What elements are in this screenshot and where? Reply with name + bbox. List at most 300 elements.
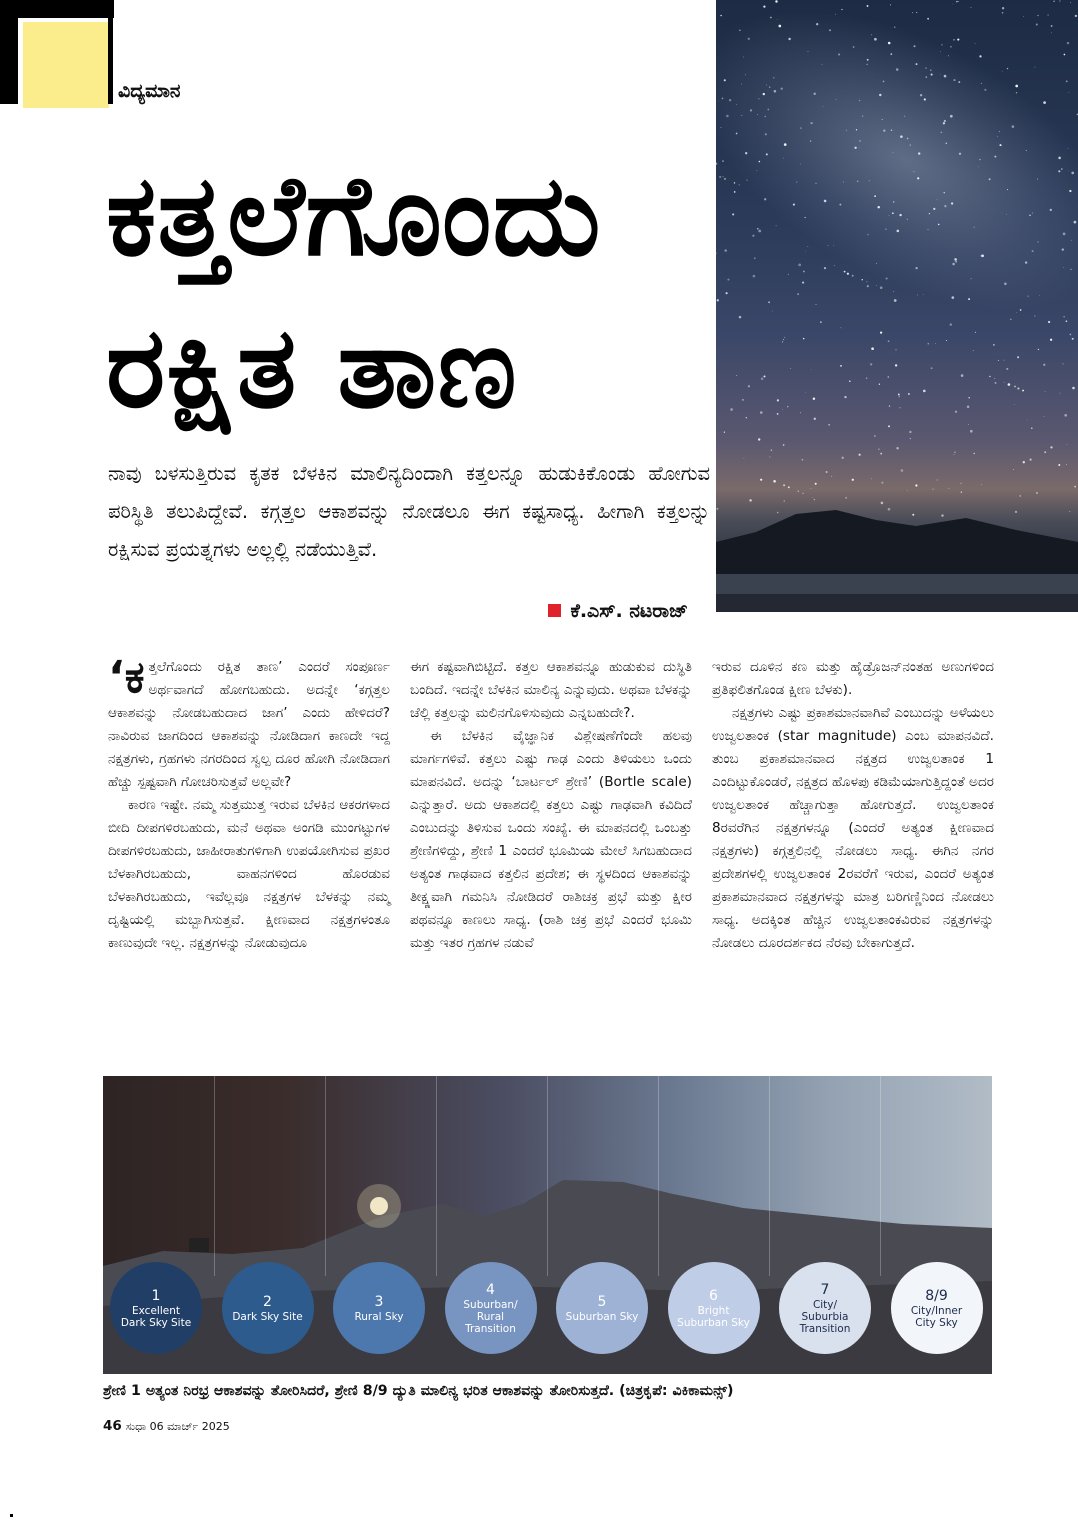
star [956,1,958,3]
star [820,321,822,323]
star [1002,12,1004,14]
star [999,144,1001,146]
corner-vertical-bar [108,18,113,104]
star [1067,444,1068,445]
star [783,484,785,486]
star [1069,190,1071,192]
star [829,29,831,31]
star [1037,241,1038,242]
bortle-class-number: 5 [597,1294,607,1310]
corner-top-bar [0,0,114,18]
star [1002,71,1003,72]
star [1012,125,1015,128]
star [1007,68,1008,69]
star [899,214,901,216]
star [893,152,894,153]
star [734,182,735,183]
star [896,68,899,71]
star [958,1,959,2]
star [859,140,861,142]
star [747,180,748,181]
star [904,116,905,117]
star [1037,179,1038,180]
star [883,81,885,83]
star [828,424,830,426]
corner-yellow-square [23,22,109,108]
star [1068,171,1069,172]
star [859,100,861,102]
star [739,184,740,185]
star [940,51,941,52]
star [802,459,804,461]
star [867,59,869,61]
star [957,39,959,41]
star [734,191,736,193]
star [944,75,947,78]
star [741,115,742,116]
bortle-circle-2 [222,1262,314,1354]
star [1006,214,1007,215]
body-column-3 [712,656,994,955]
star [835,14,836,15]
star [748,385,750,387]
star [800,164,801,165]
star [808,51,809,52]
star [724,432,725,433]
star [1034,67,1035,68]
star [836,99,837,100]
star [871,478,872,479]
star [788,38,790,40]
star [782,341,783,342]
star [766,85,767,86]
star [1036,492,1037,493]
star [736,375,737,376]
star [729,99,731,101]
star [1048,321,1050,323]
bortle-class-number: 6 [709,1288,718,1304]
star [1064,414,1067,417]
star [803,338,804,339]
star [867,285,869,287]
star [955,411,957,413]
star [777,19,778,20]
star [1068,92,1069,93]
star [854,147,856,149]
star [784,143,787,146]
star [758,230,761,233]
author-name: ಕೆ.ಎಸ್‌. ನಟರಾಜ್ [570,600,688,622]
star [938,224,940,226]
star [756,170,757,171]
headline-line-1: ಕತ್ತಲೆಗೊಂದು [106,151,602,281]
headline-line-2: ರಕ್ಷಿತ ತಾಣ [106,303,518,433]
star [814,418,816,420]
star [999,131,1000,132]
star [954,258,957,261]
star [724,79,726,81]
star [1017,356,1019,358]
star [894,26,895,27]
star [946,340,947,341]
bortle-circle-1 [110,1262,202,1354]
star [739,30,740,31]
star [1071,172,1074,175]
star [833,245,834,246]
star [981,254,984,257]
star [716,163,717,165]
drop-cap: ‘ಕ [108,652,145,703]
star [1067,42,1069,44]
star [879,94,881,96]
star [852,275,854,277]
star [843,182,844,183]
star [970,430,973,433]
star [878,448,880,450]
star [994,378,995,379]
star [783,339,784,340]
star [804,217,805,218]
bortle-class-number: 2 [263,1294,272,1310]
star [759,161,761,163]
star [925,76,927,78]
star [726,115,729,118]
star [923,390,926,393]
star [1016,92,1017,93]
star [773,77,774,78]
star [989,376,990,377]
star [1015,85,1018,88]
star [953,4,954,5]
star [959,153,961,155]
star [925,67,926,68]
star [800,412,801,413]
star [783,444,785,446]
bortle-circle-6 [668,1262,760,1354]
star [892,212,894,214]
star [880,453,882,455]
star [717,299,719,301]
star [826,471,828,473]
star [1044,451,1046,453]
star [743,57,744,58]
star [814,499,816,501]
star [1017,387,1019,389]
star [1058,464,1060,466]
star [788,486,790,488]
star [807,246,808,247]
star [777,399,779,401]
star [763,5,765,7]
star [862,115,863,116]
star [753,275,756,278]
star [961,483,962,484]
star [769,456,770,457]
star [933,208,935,210]
star [894,299,897,302]
star [750,109,752,111]
panel-divider [436,1076,437,1276]
star [1039,295,1040,296]
star [952,263,955,266]
star [924,98,926,100]
star [730,408,733,411]
star [813,93,815,95]
star [941,44,942,45]
star [912,12,913,13]
star [1031,427,1032,428]
star [1050,209,1052,211]
star [800,127,801,128]
star [1059,0,1060,1]
star [953,454,954,455]
star [842,457,844,459]
star [856,129,857,130]
star [764,375,766,377]
star [1075,15,1077,17]
star [916,63,918,65]
star [752,235,754,237]
star [777,413,779,415]
bortle-class-number: 7 [820,1282,830,1298]
star [736,133,738,135]
star [1062,363,1063,364]
paragraph: ಈ ಬೆಳಕಿನ ವೈಜ್ಞಾನಿಕ ವಿಶ್ಲೇಷಣೆಗೆಂದೇ ಹಲವು ಮಾರ್ಗಗಳಿವೆ. ಕತ್ತಲು ಎಷ್ಟು ಗಾಢ ಎಂದು ತಿಳಿಯಲು ಒಂದು ಮಾಪನವಿದೆ. ಅದನ್ನು ‘ಬಾರ್ಟಲ್ ಶ್ರೇಣಿ’ (Bortle scale) ಎನ್ನುತ್ತಾರೆ. ಅದು ಆಕಾಶದಲ್ಲಿ ಕತ್ತಲು ಎಷ್ಟು ಗಾಢವಾಗಿ ಕವಿದಿದೆ ಎಂಬುದನ್ನು ತಿಳಿಸುವ ಒಂದು ಸಂಖ್ಯೆ. ಈ ಮಾಪನದಲ್ಲಿ ಒಂಬತ್ತು ಶ್ರೇಣಿಗಳಿದ್ದು, ಶ್ರೇಣಿ 1 ಎಂದರೆ ಭೂಮಿಯ ಮೇಲೆ ಸಿಗಬಹುದಾದ ಅತ್ಯಂತ ಗಾಢವಾದ ಕತ್ತಲಿನ ಪ್ರದೇಶ; ಈ ಸ್ಥಳದಿಂದ ಆಕಾಶವನ್ನು ತೀಕ್ಷ್ಣವಾಗಿ ಗಮನಿಸಿ ನೋಡಿದರೆ ರಾಶಿಚಕ್ರ ಪ್ರಭೆ ಮತ್ತು ಕ್ಷೀರ ಪಥವನ್ನೂ ಕಾಣಲು ಸಾಧ್ಯ. (ರಾಶಿ ಚಕ್ರ ಪ್ರಭೆ ಎಂದರೆ ಭೂಮಿ ಮತ್ತು ಇತರ ಗ್ರಹಗಳ ನಡುವೆ [410,728,692,951]
star [950,323,952,325]
star [968,397,970,399]
star [874,435,876,437]
star [907,219,908,220]
star [839,204,841,206]
star [927,343,929,345]
star [1063,233,1066,236]
star [944,205,946,207]
star [923,294,924,295]
star [916,12,917,13]
star [1047,14,1048,15]
star [732,213,734,215]
star [778,25,781,28]
star [859,454,861,456]
star [1063,267,1064,268]
star [933,489,934,490]
star [910,144,911,145]
star [961,492,962,493]
bortle-class-number: 3 [374,1294,384,1310]
star [967,405,970,408]
star [849,380,851,382]
star [1072,338,1074,340]
star [876,263,877,264]
star [874,195,876,197]
star [889,215,890,216]
star [1064,54,1066,56]
paragraph: ಈಗ ಕಷ್ಟವಾಗಿಬಿಟ್ಟಿದೆ. ಕತ್ತಲ ಆಕಾಶವನ್ನೂ ಹುಡುಕುವ ದುಸ್ಥಿತಿ ಬಂದಿದೆ. ಇದನ್ನೇ ಬೆಳಕಿನ ಮಾಲಿನ್ಯ ಎನ್ನುವುದು. ಅಥವಾ ಬೆಳಕನ್ನು ಚೆಲ್ಲಿ ಕತ್ತಲನ್ನು ಮಲಿನಗೊಳಿಸುವುದು ಎನ್ನಬಹುದೇ?. [410,659,692,721]
star [1060,393,1061,394]
star [742,399,744,401]
star [907,138,909,140]
star [827,245,828,246]
bortle-circle-5 [556,1262,648,1354]
star [822,64,823,65]
star [951,296,954,299]
star [937,199,938,200]
star [867,234,868,235]
star [930,70,931,71]
star [870,363,872,365]
star [908,393,910,395]
bortle-class-number: 1 [151,1288,161,1304]
bortle-class-label: City/Inner City Sky [910,1305,963,1329]
star [914,171,915,172]
star [984,89,986,91]
star [841,9,842,10]
star [1050,339,1052,341]
star [718,100,719,101]
star [888,376,889,377]
star [1072,387,1075,390]
star [771,449,773,451]
star [866,281,867,282]
star [1066,80,1068,82]
star [1008,383,1011,386]
star [944,192,945,193]
star [915,484,917,486]
star [862,279,863,280]
star [840,365,842,367]
star [1051,25,1053,27]
body-column-2 [410,656,692,955]
star [1070,2,1071,3]
star [844,396,846,398]
star [1037,15,1038,16]
star [946,143,948,145]
star [758,438,760,440]
star [1068,148,1069,149]
star [1020,309,1022,311]
star [867,64,868,65]
star [981,484,982,485]
star [1023,16,1024,17]
star [888,340,890,342]
star [951,202,953,204]
star [1027,419,1028,420]
panel-divider [547,1076,548,1276]
star [1023,461,1025,463]
bortle-class-label: Dark Sky Site [232,1311,303,1323]
star [773,480,776,483]
paragraph: ನಕ್ಷತ್ರಗಳು ಎಷ್ಟು ಪ್ರಕಾಶಮಾನವಾಗಿವೆ ಎಂಬುದನ್ನು ಅಳೆಯಲು ಉಜ್ವಲತಾಂಕ (star magnitude) ಎಂಬ ಮಾಪನವಿದೆ. ತುಂಬ ಪ್ರಕಾಶಮಾನವಾದ ನಕ್ಷತ್ರದ ಉಜ್ವಲತಾಂಕ 1 ಎಂದಿಟ್ಟುಕೊಂಡರೆ, ನಕ್ಷತ್ರದ ಹೊಳಪು ಕಡಿಮೆಯಾಗುತ್ತಿದ್ದಂತೆ ಅದರ ಉಜ್ವಲತಾಂಕ ಹೆಚ್ಚಾಗುತ್ತಾ ಹೋಗುತ್ತದೆ. ಉಜ್ವಲತಾಂಕ 8ರವರೆಗಿನ ನಕ್ಷತ್ರಗಳನ್ನೂ (ಎಂದರೆ ಅತ್ಯಂತ ಕ್ಷೀಣವಾದ ನಕ್ಷತ್ರಗಳು) ಕಗ್ಗತ್ತಲಿನಲ್ಲಿ ನೋಡಲು ಸಾಧ್ಯ. ಈಗಿನ ನಗರ ಪ್ರದೇಶಗಳಲ್ಲಿ ಉಜ್ವಲತಾಂಕ 2ರವರೆಗೆ ಇರುವ, ಎಂದರೆ ಅತ್ಯಂತ ಪ್ರಕಾಶಮಾನವಾದ ನಕ್ಷತ್ರಗಳನ್ನು ಮಾತ್ರ ಬರಿಗಣ್ಣಿನಿಂದ ನೋಡಲು ಸಾಧ್ಯ. ಅದಕ್ಕಿಂತ ಹೆಚ್ಚಿನ ಉಜ್ವಲತಾಂಕವಿರುವ ನಕ್ಷತ್ರಗಳನ್ನು ನೋಡಲು ದೂರದರ್ಶಕದ ನೆರವು ಬೇಕಾಗುತ್ತದೆ. [712,705,994,951]
star [723,176,724,177]
star [948,55,949,56]
star [1030,459,1032,461]
star [834,265,835,266]
star [867,5,869,7]
star [844,271,846,273]
star [764,198,766,200]
star [782,409,783,410]
bortle-class-number: 8/9 [925,1288,948,1304]
star [784,337,785,338]
star [1071,240,1072,241]
star [880,331,882,333]
star [971,278,972,279]
star [997,136,998,137]
star [913,45,915,47]
crop-mark [10,1514,13,1517]
star [917,294,918,295]
star [748,38,750,40]
star [1032,213,1033,214]
star [949,488,950,489]
star [841,327,842,328]
star [953,79,955,81]
star [1063,316,1064,317]
star [1022,390,1024,392]
star [772,311,773,312]
bortle-class-label: Suburban/ Rural Transition [463,1299,518,1335]
star [1016,312,1017,313]
star [824,200,827,203]
star [1002,7,1004,9]
bortle-circle-8 [891,1262,983,1354]
star [1025,261,1027,263]
star [871,347,874,350]
star [727,279,729,281]
star [1043,364,1045,366]
star [1028,295,1029,296]
star [805,251,806,252]
star [1066,464,1067,465]
panel-divider [325,1076,326,1276]
bortle-circle-3 [333,1262,425,1354]
star [1070,334,1072,336]
star [901,469,904,472]
star [758,98,759,99]
star [760,479,762,481]
star [1038,349,1039,350]
star [810,488,811,489]
star [896,447,898,449]
star [920,94,922,96]
star [810,141,811,142]
star [857,181,858,182]
star [968,424,969,425]
star [975,332,976,333]
star [1051,32,1052,33]
star [770,17,772,19]
star [889,405,890,406]
star [824,267,826,269]
star [1050,446,1052,448]
paragraph [108,652,390,794]
star [869,180,870,181]
star [944,120,946,122]
bortle-class-label: Rural Sky [354,1311,404,1323]
star [907,490,908,491]
star [1007,189,1008,190]
star [846,130,847,131]
star [876,285,877,286]
star [1004,382,1005,383]
section-label: ವಿದ್ಯಮಾನ [118,80,181,102]
star [979,159,980,160]
star [769,87,770,88]
star [767,109,769,111]
star [899,396,900,397]
star [745,152,747,154]
star [910,438,911,439]
